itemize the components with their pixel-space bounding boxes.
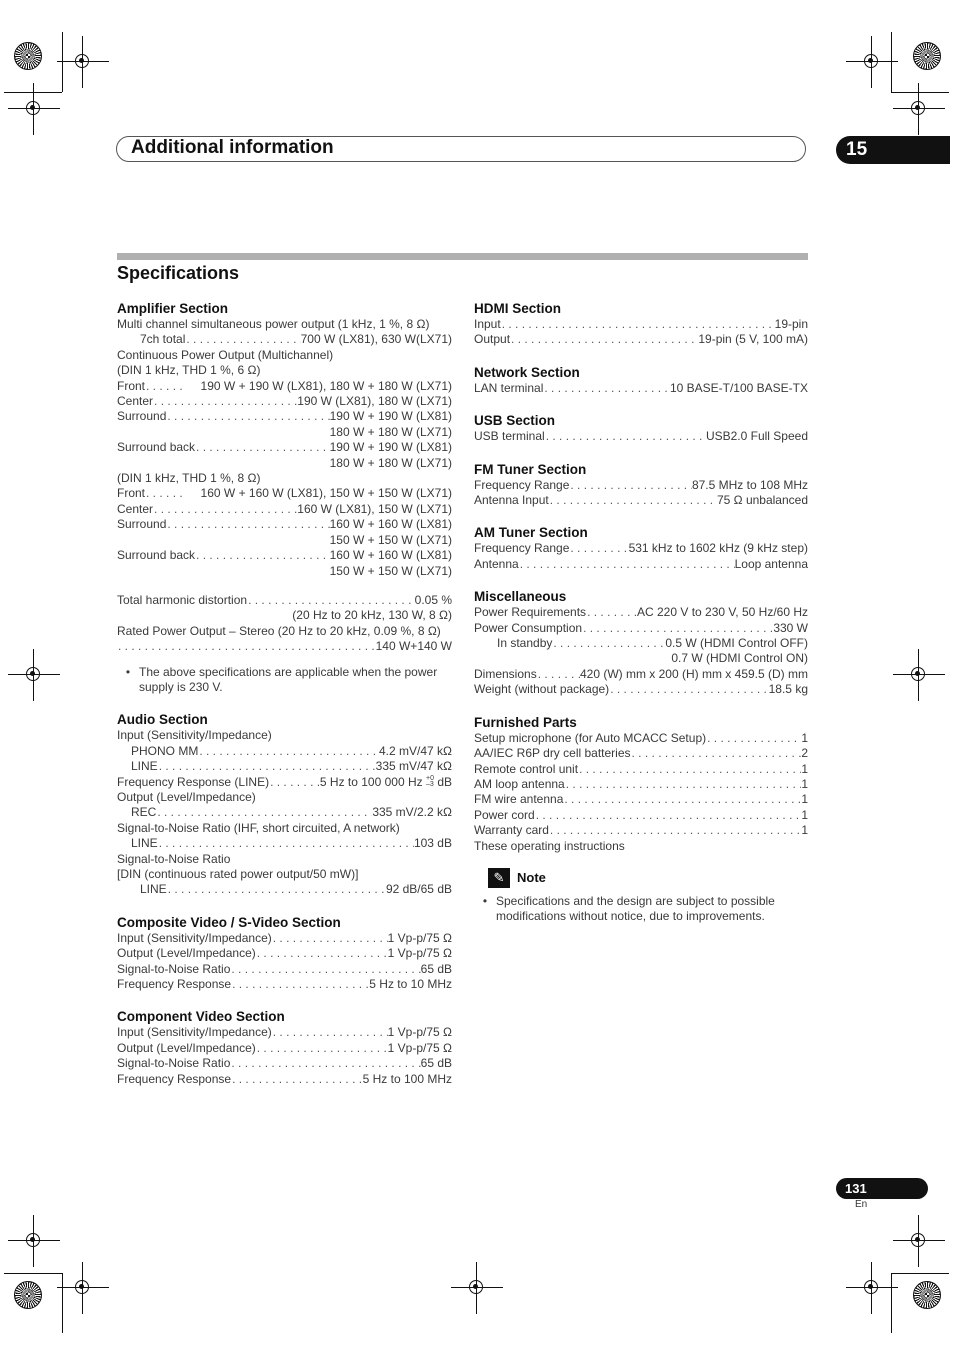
spec-row: LAN terminal . . . 10 BASE-T/100 BASE-TX <box>474 381 808 396</box>
spec-row: Surround . . . 190 W + 190 W (LX81) <box>117 409 452 424</box>
spec-row: LINE . . . 103 dB <box>117 836 452 851</box>
header-title: Additional information <box>131 137 334 158</box>
spec-row: LINE . . . 335 mV/47 kΩ <box>117 759 452 774</box>
spec-text: Input (Sensitivity/Impedance) <box>117 728 272 743</box>
crop-mark <box>4 92 62 93</box>
crop-mark <box>891 92 949 93</box>
chapter-number-badge: 15 <box>836 136 950 164</box>
spec-text: Multi channel simultaneous power output (1 kHz, 1 %, 8 Ω) <box>117 317 430 331</box>
spec-row: Output . . . 19-pin (5 V, 100 mA) <box>474 332 808 347</box>
spec-row: AM loop antenna . . . 1 <box>474 777 808 792</box>
section-rule <box>117 253 808 260</box>
registration-starburst-icon <box>913 1281 941 1309</box>
note-header <box>488 868 808 888</box>
list-item: • The above specifications are applicable when the power supply is 230 V. <box>117 665 452 696</box>
spec-row: Weight (without package) . . . 18.5 kg <box>474 682 808 697</box>
crop-mark <box>891 32 892 92</box>
spec-row: Input (Sensitivity/Impedance) . . . 1 Vp-p/75 Ω <box>117 1025 452 1040</box>
spec-value: 150 W + 150 W (LX71) <box>329 563 452 578</box>
spec-row: Total harmonic distortion . . . 0.05 % <box>117 593 452 608</box>
spec-row: Center . . . 160 W (LX81), 150 W (LX71) <box>117 502 452 517</box>
crop-mark <box>4 1273 62 1274</box>
audio-heading: Audio Section <box>117 712 208 728</box>
spec-row: In standby . . . 0.5 W (HDMI Control OFF) <box>474 636 808 651</box>
spec-row: LINE . . . 92 dB/65 dB <box>117 882 452 897</box>
bullet-text: The above specifications are applicable when the power supply is 230 V. <box>139 664 438 694</box>
right-column <box>474 300 808 925</box>
crop-mark <box>62 32 63 92</box>
spec-row: Antenna Input . . . 75 Ω unbalanced <box>474 493 808 508</box>
spec-value: 180 W + 180 W (LX71) <box>329 424 452 439</box>
crop-mark <box>891 1273 892 1333</box>
registration-crosshair-icon <box>22 97 46 121</box>
pencil-note-icon: ✎ <box>488 868 510 888</box>
spec-row: Output (Level/Impedance) . . . 1 Vp-p/75 Ω <box>117 946 452 961</box>
spec-text: These operating instructions <box>474 838 625 853</box>
spec-text: (DIN 1 kHz, THD 1 %, 6 Ω) <box>117 363 261 378</box>
registration-crosshair-icon <box>71 50 95 74</box>
fm-heading: FM Tuner Section <box>474 461 587 477</box>
note-label: Note <box>517 870 546 886</box>
composite-heading: Composite Video / S-Video Section <box>117 914 341 930</box>
usb-heading: USB Section <box>474 413 556 429</box>
amplifier-heading: Amplifier Section <box>117 301 229 316</box>
spec-row: Frequency Response . . . 5 Hz to 100 MHz <box>117 1072 452 1087</box>
language-label: En <box>855 1199 868 1210</box>
spec-text: Rated Power Output – Stereo (20 Hz to 20 kHz, 0.09 %, 8 Ω) <box>117 623 441 638</box>
spec-value: 150 W + 150 W (LX71) <box>329 532 452 547</box>
registration-crosshair-icon <box>860 1276 884 1300</box>
spec-row: FM wire antenna . . . 1 <box>474 792 808 807</box>
am-heading: AM Tuner Section <box>474 525 588 541</box>
registration-crosshair-icon <box>22 663 46 687</box>
spec-row: Warranty card . . . 1 <box>474 823 808 838</box>
spec-row: Frequency Response . . . 5 Hz to 10 MHz <box>117 977 452 992</box>
spec-value: 180 W + 180 W (LX71) <box>329 455 452 470</box>
furnished-heading: Furnished Parts <box>474 714 577 730</box>
page-number: 131 <box>836 1178 928 1199</box>
spec-row: USB terminal . . . USB2.0 Full Speed <box>474 429 808 444</box>
spec-row: Dimensions . . . 420 (W) mm x 200 (H) mm x 459.5 (D) mm <box>474 667 808 682</box>
spec-row: Frequency Response (LINE) . . . 5 Hz to 100 000 Hz +0 –3 dB <box>117 775 452 790</box>
spec-row: Surround back . . . 160 W + 160 W (LX81) <box>117 548 452 563</box>
registration-starburst-icon <box>913 42 941 70</box>
spec-row: PHONO MM . . . 4.2 mV/47 kΩ <box>117 744 452 759</box>
registration-starburst-icon <box>14 1281 42 1309</box>
network-heading: Network Section <box>474 364 580 380</box>
spec-row: Signal-to-Noise Ratio . . . 65 dB <box>117 1056 452 1071</box>
spec-row: Center . . . 190 W (LX81), 180 W (LX71) <box>117 394 452 409</box>
spec-row: Input . . . 19-pin <box>474 317 808 332</box>
spec-value: 0.7 W (HDMI Control ON) <box>671 651 808 666</box>
spec-row: Front . . . 160 W + 160 W (LX81), 150 W + 150 W (LX71) <box>117 486 452 501</box>
spec-value: (20 Hz to 20 kHz, 130 W, 8 Ω) <box>292 608 452 623</box>
spec-row: REC . . . 335 mV/2.2 kΩ <box>117 805 452 820</box>
spec-text: Output (Level/Impedance) <box>117 789 256 804</box>
spec-row: Surround . . . 160 W + 160 W (LX81) <box>117 517 452 532</box>
spec-row: 7ch total . . . 700 W (LX81), 630 W(LX71) <box>117 332 452 347</box>
spec-row: Signal-to-Noise Ratio . . . 65 dB <box>117 962 452 977</box>
hdmi-heading: HDMI Section <box>474 301 562 316</box>
crop-mark <box>891 1273 949 1274</box>
spec-row: Frequency Range . . . 87.5 MHz to 108 MHz <box>474 478 808 493</box>
spec-row: . . . 140 W+140 W <box>117 639 452 654</box>
component-heading: Component Video Section <box>117 1009 285 1025</box>
page-title: Specifications <box>117 263 240 283</box>
spec-row: Output (Level/Impedance) . . . 1 Vp-p/75 Ω <box>117 1041 452 1056</box>
spec-row: Power Consumption . . . 330 W <box>474 621 808 636</box>
crop-mark <box>62 1273 63 1333</box>
spec-row: Power cord . . . 1 <box>474 808 808 823</box>
spec-row: Antenna . . . Loop antenna <box>474 557 808 572</box>
spec-row: Front . . . 190 W + 190 W (LX81), 180 W + 180 W (LX71) <box>117 379 452 394</box>
spec-row: Frequency Range . . . 531 kHz to 1602 kHz (9 kHz step) <box>474 541 808 556</box>
registration-crosshair-icon <box>71 1276 95 1300</box>
registration-crosshair-icon <box>907 97 931 121</box>
registration-crosshair-icon <box>465 1276 489 1300</box>
registration-crosshair-icon <box>22 1229 46 1253</box>
spec-row: Surround back . . . 190 W + 190 W (LX81) <box>117 440 452 455</box>
note-text: Specifications and the design are subject to possible modifications without notice, due to improvements. <box>496 893 775 924</box>
spec-text: [DIN (continuous rated power output/50 mW)] <box>117 867 359 881</box>
spec-text: Signal-to-Noise Ratio (IHF, short circuited, A network) <box>117 820 400 835</box>
registration-crosshair-icon <box>860 50 884 74</box>
spec-row: Remote control unit . . . 1 <box>474 762 808 777</box>
spec-row: AA/IEC R6P dry cell batteries . . . 2 <box>474 746 808 761</box>
left-column <box>117 300 452 1087</box>
registration-crosshair-icon <box>907 663 931 687</box>
spec-row: Setup microphone (for Auto MCACC Setup) . . . 1 <box>474 731 808 746</box>
list-item: • Specifications and the design are subject to possible modifications without notice, due to improvements. <box>474 894 808 925</box>
spec-row: Input (Sensitivity/Impedance) . . . 1 Vp-p/75 Ω <box>117 931 452 946</box>
spec-text: (DIN 1 kHz, THD 1 %, 8 Ω) <box>117 471 261 486</box>
spec-row: Power Requirements . . . AC 220 V to 230 V, 50 Hz/60 Hz <box>474 605 808 620</box>
spec-text: Signal-to-Noise Ratio <box>117 851 231 866</box>
misc-heading: Miscellaneous <box>474 589 567 605</box>
registration-starburst-icon <box>14 42 42 70</box>
spec-text: Continuous Power Output (Multichannel) <box>117 347 334 362</box>
registration-crosshair-icon <box>907 1229 931 1253</box>
